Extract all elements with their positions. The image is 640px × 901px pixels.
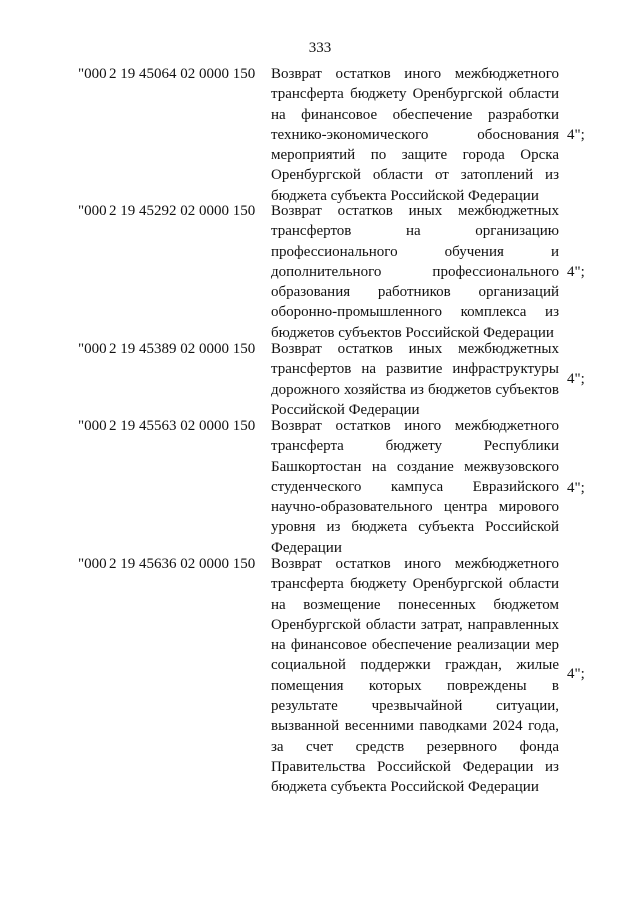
row-prefix: "000 [78, 66, 107, 82]
table-row [0, 64, 640, 204]
row-description: Возврат остатков иного межбюджетного трансферта бюджету Республики Башкортостан на создание межвузовского студенческого кампуса Евразийского научно-образовательного центра мирового уровня из бюджета субъекта Российской Федерации [271, 418, 559, 556]
budget-code: 2 19 45389 02 0000 150 [109, 341, 256, 357]
row-prefix: "000 [78, 418, 107, 434]
table-row [0, 554, 640, 804]
budget-code: 2 19 45563 02 0000 150 [109, 418, 256, 434]
budget-code: 2 19 45292 02 0000 150 [109, 203, 256, 219]
row-prefix: "000 [78, 341, 107, 357]
row-suffix: 4"; [567, 480, 585, 496]
row-suffix: 4"; [567, 264, 585, 280]
row-description: Возврат остатков иного межбюджетного трансферта бюджету Оренбургской области на финансовое обеспечение разработки технико-экономического обоснования мероприятий по защите города Орска Оренбургской области от затоплений из бюджета субъекта Российской Федерации [271, 66, 559, 204]
table-row [0, 201, 640, 341]
budget-code: 2 19 45064 02 0000 150 [109, 66, 256, 82]
row-prefix: "000 [78, 203, 107, 219]
page-number: 333 [308, 40, 332, 56]
row-suffix: 4"; [567, 371, 585, 387]
table-row [0, 339, 640, 419]
budget-code: 2 19 45636 02 0000 150 [109, 556, 256, 572]
table-row [0, 416, 640, 556]
row-description: Возврат остатков иных межбюджетных трансфертов на организацию профессионального обучения и дополнительного профессионального образования работников организаций оборонно-промышленного комплекса из бюджетов субъектов Российской Федерации [271, 203, 559, 341]
row-prefix: "000 [78, 556, 107, 572]
row-suffix: 4"; [567, 666, 585, 682]
row-description: Возврат остатков иных межбюджетных трансфертов на развитие инфраструктуры дорожного хозяйства из бюджетов субъектов Российской Федерации [271, 341, 559, 418]
row-description: Возврат остатков иного межбюджетного трансферта бюджету Оренбургской области на возмещение понесенных бюджетом Оренбургской области затрат, направленных на финансовое обеспечение реализации мер социальной поддержки граждан, жилые помещения которых повреждены в результате чрезвычайной ситуации, вызванной весенними паводками 2024 года, за счет средств резервного фонда Правительства Российской Федерации из бюджета субъекта Российской Федерации [271, 556, 559, 796]
row-suffix: 4"; [567, 127, 585, 143]
